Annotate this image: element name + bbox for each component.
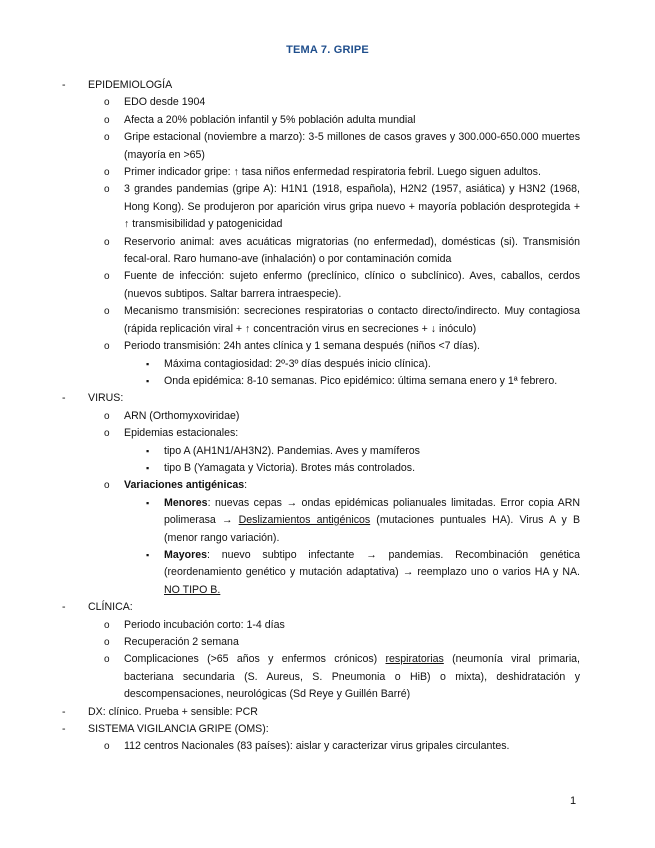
item-text: tipo B (Yamagata y Victoria). Brotes más controlados. <box>164 461 416 474</box>
list-item <box>60 303 580 338</box>
circle-bullet-icon: o <box>104 97 110 109</box>
sub-list-item <box>60 547 580 599</box>
item-text: Afecta a 20% población infantil y 5% población adulta mundial <box>124 113 416 126</box>
square-bullet-icon: ▪ <box>146 375 150 386</box>
item-text: (mutaciones puntuales HA). Virus A y B (menor rango variación). <box>164 514 581 544</box>
item-text: (neumonía viral primaria, bacteriana secundaria (S. Aureus, S. Pneumonia o HiB) o mixta), deshidratación y descompensaciones, neurológicas (Sd Reye y Guillén Barré) <box>124 653 581 701</box>
list-item <box>60 408 580 425</box>
circle-bullet-icon: o <box>104 637 110 648</box>
item-text: : nuevo subtipo infectante → pandemias. Recombinación genética (reordenamiento genético y mutación adaptativa) → reemplazo uno o varios HA y NA. <box>164 548 580 579</box>
section-epidemiologia <box>60 77 580 94</box>
circle-bullet-icon: o <box>104 410 110 422</box>
underlined-term: NO TIPO B. <box>164 583 221 596</box>
section-sistema-vigilancia <box>60 721 580 738</box>
list-item <box>60 338 580 355</box>
dash-marker: - <box>62 79 66 91</box>
list-item <box>60 477 580 494</box>
item-text: Gripe estacional (noviembre a marzo): 3-5 millones de casos graves y 300.000-650.000 muertes (mayoría en >65) <box>124 131 580 161</box>
circle-bullet-icon: o <box>104 480 110 492</box>
item-text: Fuente de infección: sujeto enfermo (preclínico, clínico o subclínico). Aves, caballos, cerdos (nuevos subtipos. Saltar barrera intraespecie). <box>124 270 580 300</box>
item-text: EDO desde 1904 <box>124 96 206 109</box>
term-label: Menores <box>164 496 208 509</box>
square-bullet-icon: ▪ <box>146 549 150 560</box>
item-text: : nuevas cepas → ondas epidémicas polianuales limitadas. Error copia ARN polimerasa → <box>164 496 580 527</box>
item-text: 112 centros Nacionales (83 países): aislar y caracterizar virus gripales circulantes. <box>124 740 510 753</box>
circle-bullet-icon: o <box>104 132 110 144</box>
circle-bullet-icon: o <box>104 271 110 283</box>
page-title: TEMA 7. GRIPE <box>286 44 369 56</box>
square-bullet-icon: ▪ <box>146 497 150 508</box>
page-number: 1 <box>570 795 577 807</box>
list-item <box>60 164 580 181</box>
sub-list-item <box>60 460 580 477</box>
square-bullet-icon: ▪ <box>146 358 150 369</box>
item-text: Máxima contagiosidad: 2º-3º días después inicio clínica). <box>164 357 431 370</box>
circle-bullet-icon: o <box>104 114 110 126</box>
sub-list-item <box>60 356 580 373</box>
circle-bullet-icon: o <box>104 236 110 248</box>
sub-list-item <box>60 373 580 390</box>
list-item <box>60 634 580 651</box>
underlined-term: Deslizamientos antigénicos <box>238 514 371 527</box>
section-heading: SISTEMA VIGILANCIA GRIPE (OMS): <box>88 723 269 736</box>
item-text-bold: Variaciones antigénicas <box>124 479 245 492</box>
sub-list-item <box>60 443 580 460</box>
item-text: Mecanismo transmisión: secreciones respiratorias o contacto directo/indirecto. Muy contagiosa (rápida replicación viral + ↑ concentración virus en secreciones + ↓ inóculo) <box>124 305 580 335</box>
underlined-term: respiratorias <box>385 653 444 666</box>
circle-bullet-icon: o <box>104 306 110 318</box>
section-dx <box>60 704 580 721</box>
item-text: Recuperación 2 semana <box>124 636 239 648</box>
dash-marker: - <box>62 392 66 405</box>
circle-bullet-icon: o <box>104 167 110 179</box>
term-label: Mayores <box>164 548 207 561</box>
square-bullet-icon: ▪ <box>146 445 150 456</box>
item-text: Primer indicador gripe: ↑ tasa niños enfermedad respiratoria febril. Luego siguen adultos. <box>124 166 541 179</box>
circle-bullet-icon: o <box>104 428 110 440</box>
circle-bullet-icon: o <box>104 741 110 753</box>
list-item <box>60 94 580 111</box>
circle-bullet-icon: o <box>104 654 110 666</box>
list-item <box>60 112 580 129</box>
list-item <box>60 425 580 442</box>
list-item <box>60 651 580 703</box>
list-item <box>60 268 580 303</box>
item-text: 3 grandes pandemias (gripe A): H1N1 (1918, española), H2N2 (1957, asiática) y H3N2 (1968, Hong Kong). Se produjeron por aparición virus gripa nuevo + mayoría población desprotegida + ↑ transmisibilidad y patogenicidad <box>124 183 580 231</box>
circle-bullet-icon: o <box>104 184 110 196</box>
item-text: Periodo transmisión: 24h antes clínica y 1 semana después (niños <7 días). <box>124 340 480 353</box>
section-clinica <box>60 599 580 616</box>
section-virus <box>60 390 580 407</box>
item-text: : <box>244 479 248 492</box>
item-text: Onda epidémica: 8-10 semanas. Pico epidémico: última semana enero y 1ª febrero. <box>164 374 558 387</box>
list-item <box>60 617 580 634</box>
list-item <box>60 738 580 755</box>
list-item <box>60 181 580 233</box>
item-text: ARN (Orthomyxoviridae) <box>124 409 240 422</box>
section-heading: EPIDEMIOLOGÍA <box>88 79 173 91</box>
document-body <box>60 77 580 756</box>
list-item <box>60 129 580 164</box>
section-heading: DX: clínico. Prueba + sensible: PCR <box>88 705 258 718</box>
circle-bullet-icon: o <box>104 619 110 631</box>
item-text: tipo A (AH1N1/AH3N2). Pandemias. Aves y mamíferos <box>164 444 420 457</box>
dash-marker: - <box>62 723 66 736</box>
circle-bullet-icon: o <box>104 341 110 353</box>
dash-marker: - <box>62 601 66 614</box>
item-text: Periodo incubación corto: 1-4 días <box>124 618 285 631</box>
square-bullet-icon: ▪ <box>146 462 150 473</box>
section-heading: VIRUS: <box>88 392 124 405</box>
sub-list-item <box>60 495 580 547</box>
section-heading: CLÍNICA: <box>88 601 133 614</box>
item-text: Reservorio animal: aves acuáticas migratorias (no enfermedad), domésticas (si). Transmisión fecal-oral. Raro humano-ave (inhalación) o por contaminación comida <box>124 235 580 266</box>
list-item <box>60 234 580 269</box>
dash-marker: - <box>62 705 66 718</box>
item-text: Complicaciones (>65 años y enfermos crónicos) <box>124 653 386 666</box>
item-text: Epidemias estacionales: <box>124 427 239 440</box>
